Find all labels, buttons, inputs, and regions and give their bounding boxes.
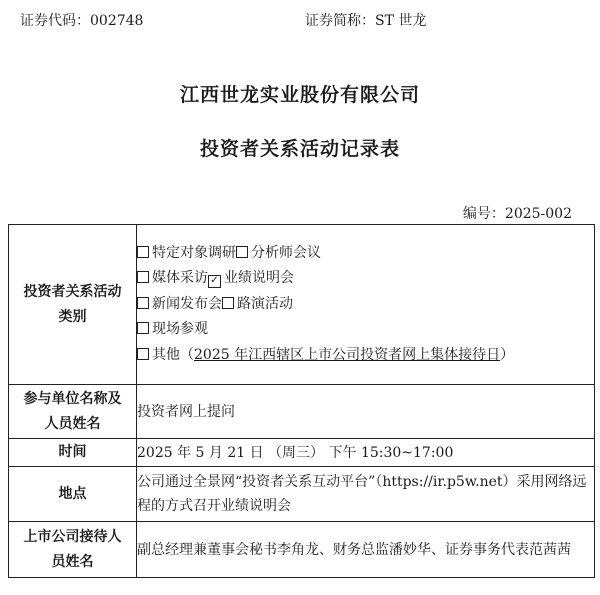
option-line-3: 新闻发布会 路演活动 [137,292,594,318]
document-number: 编号：2025-002 [462,206,572,222]
company-name: 江西世龙实业股份有限公司 [179,84,420,106]
stock-code [20,10,143,30]
option-line-4: 现场参观 [137,317,594,343]
participants-value: 投资者网上提问 [137,385,595,439]
location-value: 公司通过全景网“投资者关系互动平台”（https://ir.p5w.net）采用网络远程的方式召开业绩说明会 [137,467,595,522]
reception-label: 上市公司接待人 员姓名 [9,522,137,578]
location-label: 地点 [9,467,137,522]
checkbox-icon [137,348,149,360]
checkbox-icon [137,297,149,309]
record-table [8,224,595,578]
checkbox-icon [222,297,234,309]
checkbox-icon [137,271,149,283]
activity-type-options [137,225,595,385]
stock-code-value: 002748 [90,13,144,29]
option-line-5: 其他（2025 年江西辖区上市公司投资者网上集体接待日） [137,343,594,369]
table-row-location [9,467,595,522]
document-title: 投资者关系活动记录表 [199,138,400,160]
table-row-reception [9,522,595,578]
table-row-participants [9,385,595,439]
time-value: 2025 年 5 月 21 日 （周三） 下午 15:30~17:00 [137,439,595,467]
stock-abbr-label: 证券简称： [305,13,375,29]
option-line-1: 特定对象调研 分析师会议 [137,241,594,267]
other-detail: 2025 年江西辖区上市公司投资者网上集体接待日 [194,346,501,363]
table-row-time [9,439,595,467]
table-row-activity-type [9,225,595,385]
stock-abbreviation [305,10,426,30]
checked-box-icon: ✓ [208,275,221,288]
option-line-2: 媒体采访 ✓ 业绩说明会 [137,266,594,292]
activity-type-label: 投资者关系活动 类别 [9,225,137,385]
reception-value: 副总经理兼董事会秘书李角龙、财务总监潘妙华、证券事务代表范茜茜 [137,522,595,578]
checkbox-icon [137,246,149,258]
time-label: 时间 [9,439,137,467]
stock-abbr-value: ST 世龙 [375,13,427,29]
participants-label: 参与单位名称及 人员姓名 [9,385,137,439]
stock-code-label: 证券代码： [20,13,90,29]
checkbox-icon [137,322,149,334]
checkbox-icon [236,246,248,258]
